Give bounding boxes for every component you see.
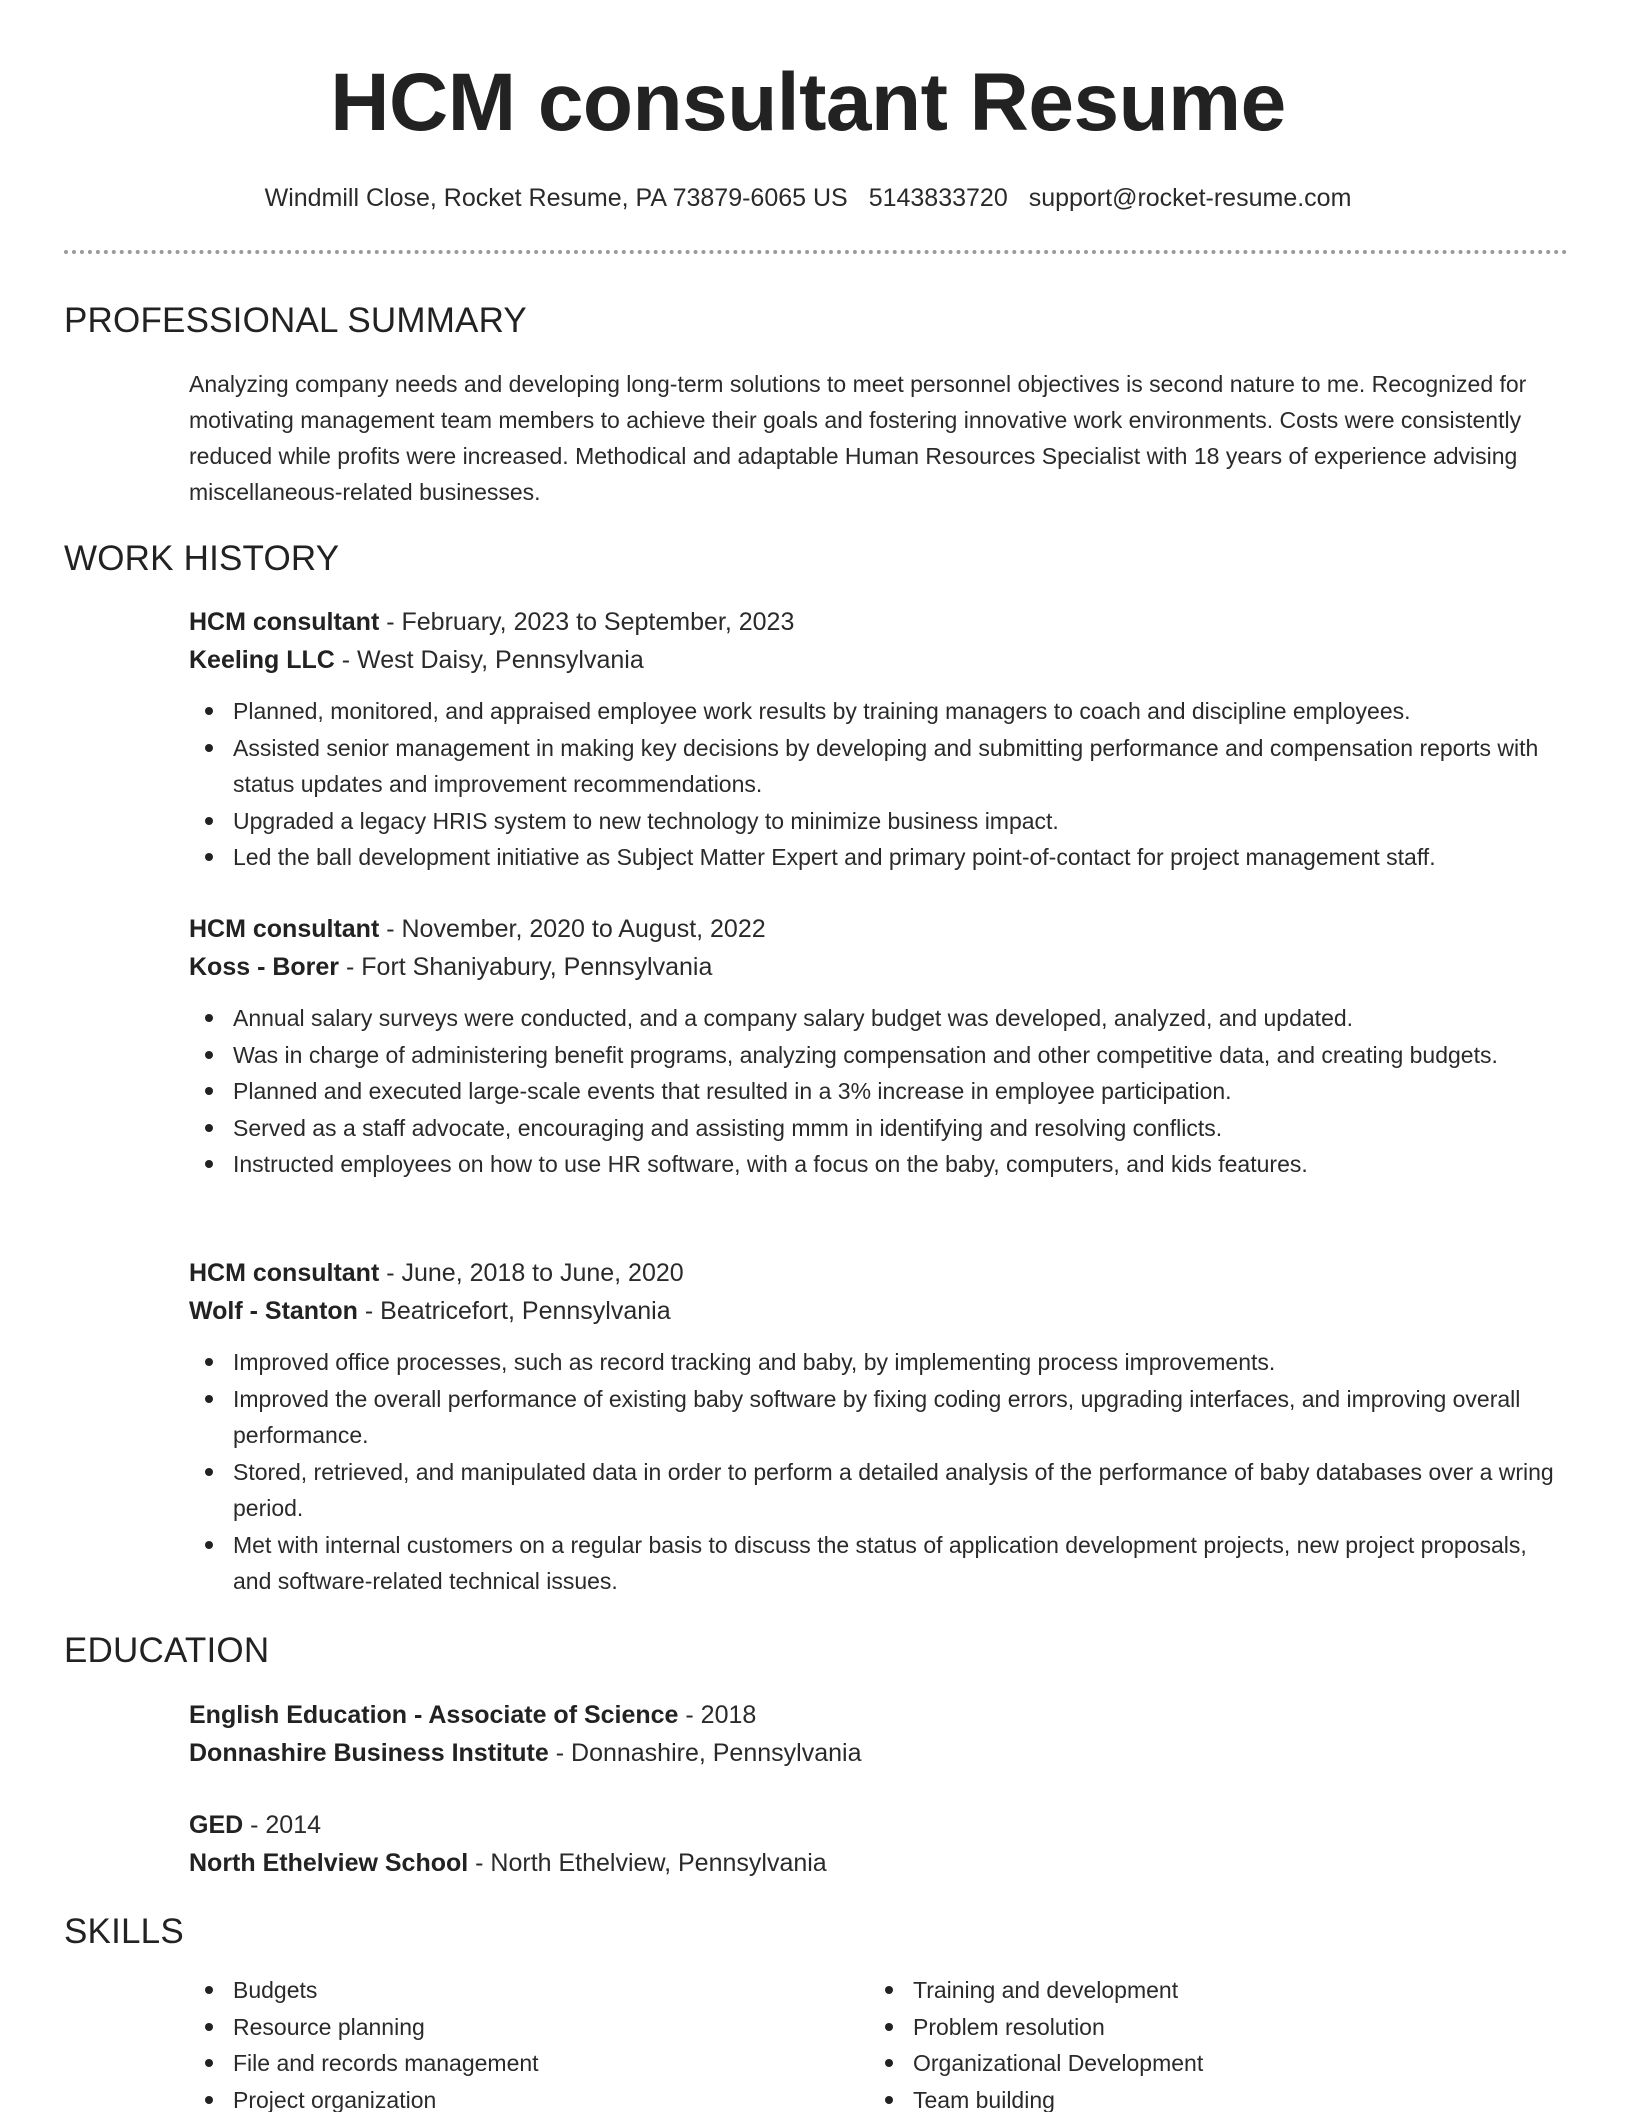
job-company-line <box>189 1292 1569 1330</box>
education-school-line <box>189 1844 1569 1882</box>
job-dates: - February, 2023 to September, 2023 <box>379 608 795 636</box>
list-item: Upgraded a legacy HRIS system to new technology to minimize business impact. <box>189 803 1569 840</box>
job-company: Wolf - Stanton <box>189 1297 358 1325</box>
job-entry <box>189 603 1569 876</box>
job-role: HCM consultant <box>189 915 380 943</box>
education-degree: English Education - Associate of Science <box>189 1701 679 1729</box>
job-location: - Beatricefort, Pennsylvania <box>357 1297 671 1325</box>
summary-text: Analyzing company needs and developing long-term solutions to meet personnel objectives is second nature to me. Recognized for motivating management team members to achieve their goals and fostering innovative work environments. Costs were consistently reduced while profits were increased. Methodical and adaptable Human Resources Specialist with 18 years of experience advising miscellaneous-related businesses. <box>189 371 1527 505</box>
skills-column-left <box>189 1972 869 2112</box>
skill-item: Team building <box>869 2082 1549 2112</box>
education-school: North Ethelview School <box>189 1849 469 1877</box>
section-title-education: EDUCATION <box>64 1631 270 1670</box>
job-entry <box>189 1254 1569 1600</box>
job-title-line <box>189 603 1569 641</box>
skills-list <box>189 1972 1569 2112</box>
list-item: Served as a staff advocate, encouraging and assisting mmm in identifying and resolving conflicts. <box>189 1110 1569 1147</box>
section-title-work-history: WORK HISTORY <box>64 539 340 578</box>
skills-column-right <box>869 1972 1549 2112</box>
list-item: Improved the overall performance of existing baby software by fixing coding errors, upgrading interfaces, and improving overall performance. <box>189 1381 1569 1454</box>
contact-phone: 5143833720 <box>868 184 1008 212</box>
education-school: Donnashire Business Institute <box>189 1739 549 1767</box>
header-divider <box>64 250 1568 254</box>
job-role: HCM consultant <box>189 1259 380 1287</box>
education-entry <box>189 1806 1569 1882</box>
job-dates: - June, 2018 to June, 2020 <box>379 1259 684 1287</box>
skill-item: Project organization <box>189 2082 869 2112</box>
education-degree: GED <box>189 1811 244 1839</box>
skill-item: Budgets <box>189 1972 869 2009</box>
education-year: - 2014 <box>243 1811 322 1839</box>
education-degree-line <box>189 1806 1569 1844</box>
resume-title: HCM consultant Resume <box>330 57 1286 148</box>
job-location: - Fort Shaniyabury, Pennsylvania <box>339 953 713 981</box>
contact-email: support@rocket-resume.com <box>1028 184 1352 212</box>
list-item: Met with internal customers on a regular basis to discuss the status of application development projects, new project proposals, and software-related technical issues. <box>189 1527 1569 1600</box>
job-company-line <box>189 641 1569 679</box>
list-item: Assisted senior management in making key decisions by developing and submitting performance and compensation reports with status updates and improvement recommendations. <box>189 730 1569 803</box>
list-item: Improved office processes, such as record tracking and baby, by implementing process improvements. <box>189 1344 1569 1381</box>
contact-address: Windmill Close, Rocket Resume, PA 73879-6065 US <box>264 184 848 212</box>
job-bullets <box>189 1000 1569 1183</box>
job-company-line <box>189 948 1569 986</box>
list-item: Instructed employees on how to use HR software, with a focus on the baby, computers, and kids features. <box>189 1146 1569 1183</box>
job-company: Koss - Borer <box>189 953 340 981</box>
job-dates: - November, 2020 to August, 2022 <box>379 915 766 943</box>
education-location: - North Ethelview, Pennsylvania <box>468 1849 827 1877</box>
job-role: HCM consultant <box>189 608 380 636</box>
section-title-skills: SKILLS <box>64 1912 184 1951</box>
job-entry <box>189 910 1569 1183</box>
job-location: - West Daisy, Pennsylvania <box>334 646 644 674</box>
list-item: Was in charge of administering benefit programs, analyzing compensation and other competitive data, and creating budgets. <box>189 1037 1569 1074</box>
skill-item: Problem resolution <box>869 2009 1549 2046</box>
job-title-line <box>189 910 1569 948</box>
list-item: Planned, monitored, and appraised employee work results by training managers to coach and discipline employees. <box>189 693 1569 730</box>
education-location: - Donnashire, Pennsylvania <box>548 1739 862 1767</box>
job-bullets <box>189 1344 1569 1600</box>
list-item: Planned and executed large-scale events that resulted in a 3% increase in employee participation. <box>189 1073 1569 1110</box>
contact-line <box>0 180 1616 216</box>
skill-item: Resource planning <box>189 2009 869 2046</box>
list-item: Annual salary surveys were conducted, and a company salary budget was developed, analyzed, and updated. <box>189 1000 1569 1037</box>
education-year: - 2018 <box>678 1701 757 1729</box>
skill-item: Organizational Development <box>869 2045 1549 2082</box>
job-company: Keeling LLC <box>189 646 335 674</box>
education-entry <box>189 1696 1569 1772</box>
skill-item: Training and development <box>869 1972 1549 2009</box>
education-school-line <box>189 1734 1569 1772</box>
section-title-summary: PROFESSIONAL SUMMARY <box>64 301 527 340</box>
education-degree-line <box>189 1696 1569 1734</box>
list-item: Stored, retrieved, and manipulated data in order to perform a detailed analysis of the performance of baby databases over a wring period. <box>189 1454 1569 1527</box>
skill-item: File and records management <box>189 2045 869 2082</box>
list-item: Led the ball development initiative as Subject Matter Expert and primary point-of-contact for project management staff. <box>189 839 1569 876</box>
job-title-line <box>189 1254 1569 1292</box>
job-bullets <box>189 693 1569 876</box>
